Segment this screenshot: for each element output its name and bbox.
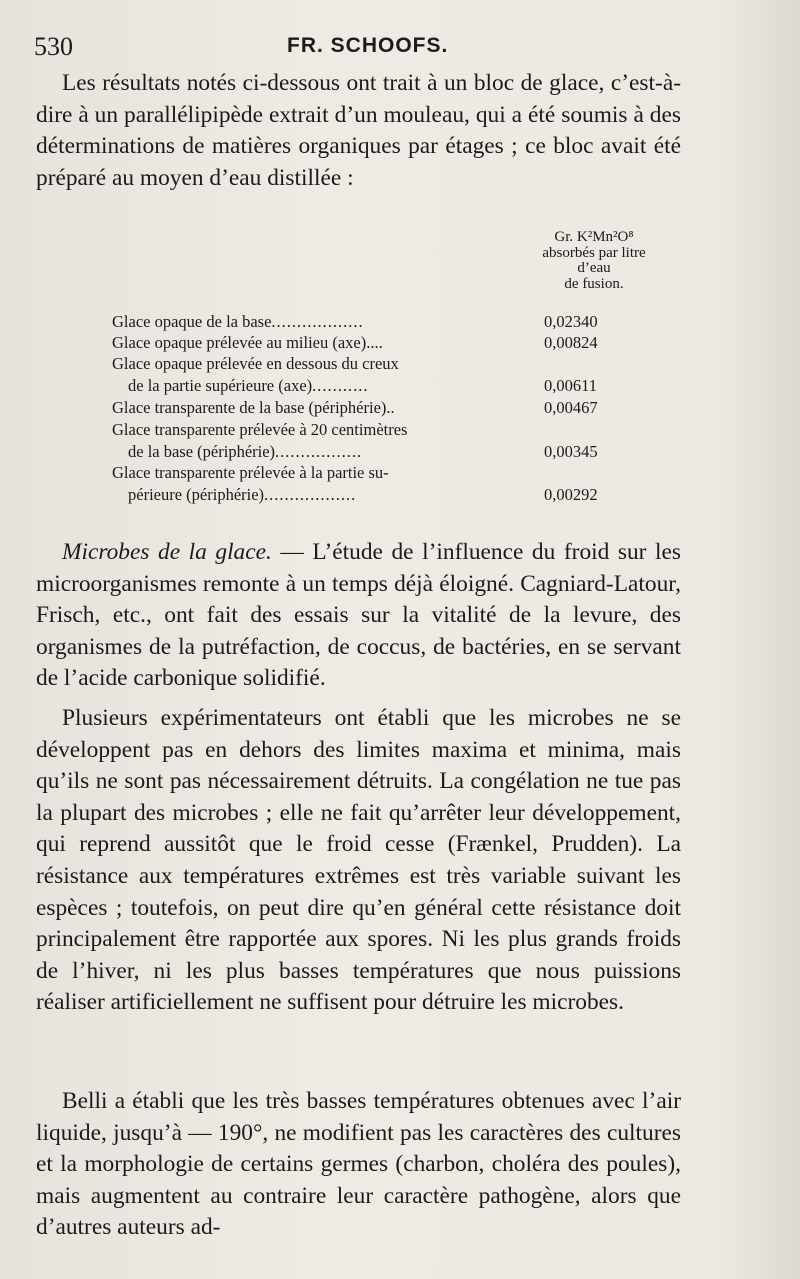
section-heading: Microbes de la glace. [62,539,272,565]
row-label: Glace transparente de la base (périphérie).. [112,398,395,417]
section-text: — L’étude de l’influence du froid sur les microorganismes remonte à un temps déjà éloigné. Cagniard-Latour, Frisch, etc., ont fait des essais sur la vitalité de la levure, des organismes de la putréfaction, de coccus, de bactéries, en se servant de l’acide carbonique solidifié. [36,539,681,692]
running-head: FR. SCHOOFS. [287,34,449,57]
page-header [34,32,714,60]
table-column-header [506,230,682,292]
page-number: 530 [34,32,73,61]
row-label: Glace transparente prélevée à 20 centimètres de la base (périphérie)................. [112,420,408,461]
row-value: 0,02340 [544,312,598,331]
row-label: Glace opaque prélevée au milieu (axe).... [112,333,383,352]
row-value: 0,00611 [544,376,598,395]
paragraph: Plusieurs expérimentateurs ont établi que les microbes ne se développent pas en dehors des limites maxima et minima, mais qu’ils ne sont pas nécessairement détruits. La congélation ne tue pas la plupart des microbes ; elle ne fait qu’arrêter leur développement, qui reprend aussitôt que le froid cesse (Frænkel, Prudden). La résistance aux températures extrêmes est très variable suivant les espèces ; toutefois, on peut dire qu’en général cette résistance doit principalement être rapportée aux spores. Ni les plus grands froids de l’hiver, ni les plus basses températures que nous puissions réaliser artificiellement ne suffisent pour détruire les microbes. [36,705,681,1016]
section-paragraph [36,537,681,695]
row-value: 0,00292 [544,485,598,504]
row-label: Glace opaque de la base.................. [112,312,364,331]
row-value: 0,00467 [544,398,598,417]
column-header-line: absorbés par litre [542,244,646,261]
column-header-line: de fusion. [564,275,624,292]
row-value: 0,00824 [544,333,598,352]
intro-paragraph: Les résultats notés ci-dessous ont trait à un bloc de glace, c’est-à-dire à un parallélipipède extrait d’un mouleau, qui a été soumis à des déterminations de matières organiques par étages ; ce bloc avait été préparé au moyen d’eau distillée : [36,70,681,191]
column-header-line: d’eau [577,260,611,276]
row-label: Glace transparente prélevée à la partie su- périeure (périphérie).................. [112,463,389,504]
column-header-line: Gr. K²Mn²O⁸ [554,229,634,245]
paragraph: Belli a établi que les très basses températures obtenues avec l’air liquide, jusqu’à — 190°, ne modifient pas les caractères des cultures et la morphologie de certains germes (charbon, choléra des poules), mais augmentent au contraire leur caractère pathogène, alors que d’autres auteurs ad- [36,1088,681,1241]
row-value: 0,00345 [544,442,598,461]
row-label: Glace opaque prélevée en dessous du creux de la partie supérieure (axe)........... [112,354,399,395]
